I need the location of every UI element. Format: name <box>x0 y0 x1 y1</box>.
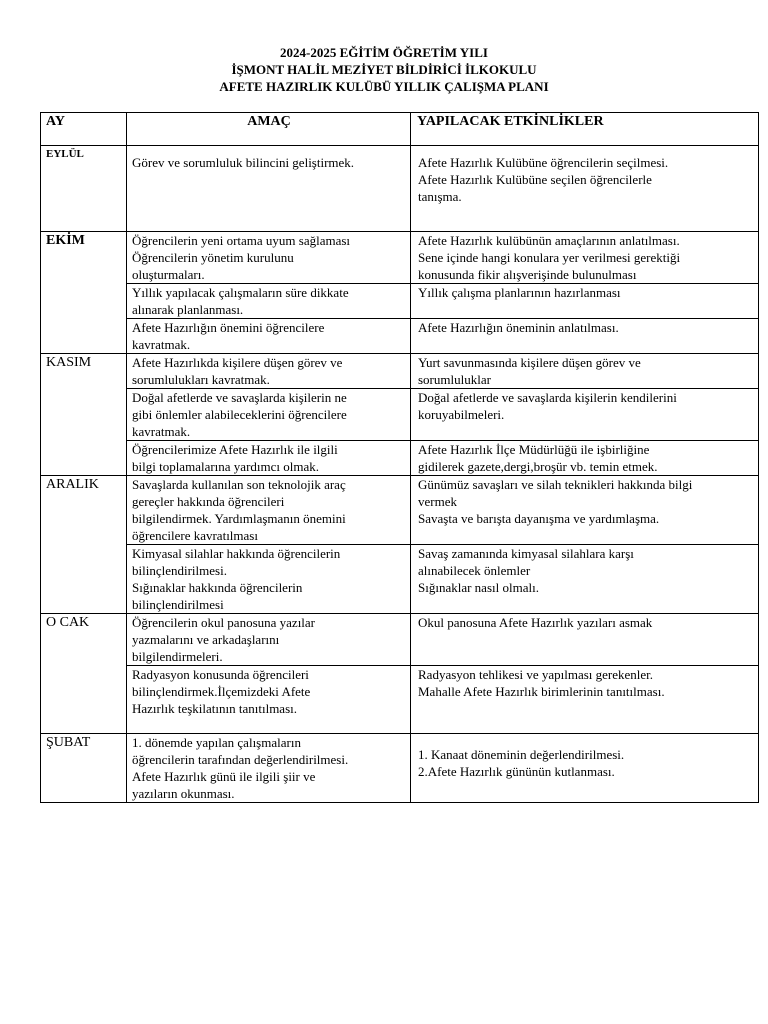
table-row <box>41 232 759 284</box>
activity-line: konusunda fikir alışverişinde bulunulması <box>418 267 637 282</box>
table-header-row <box>41 113 759 146</box>
activity-line: Sene içinde hangi konulara yer verilmesi gerektiği <box>418 250 681 265</box>
activity-line: 2.Afete Hazırlık gününün kutlanması. <box>418 764 615 779</box>
activity-line: Afete Hazırlık Kulübüne seçilen öğrencilerle <box>418 172 652 187</box>
month-cell: KASIM <box>41 354 127 476</box>
activity-line: Sığınaklar nasıl olmalı. <box>418 580 539 595</box>
goal-line: kavratmak. <box>132 424 191 439</box>
activity-cell <box>411 319 759 354</box>
activity-line: Savaş zamanında kimyasal silahlara karşı <box>418 546 634 561</box>
activity-cell <box>411 232 759 284</box>
activity-line: Afete Hazırlık Kulübüne öğrencilerin seçilmesi. <box>418 155 669 170</box>
goal-line: Kimyasal silahlar hakkında öğrencilerin <box>132 546 341 561</box>
activity-cell <box>411 666 759 734</box>
goal-line: bilinçlendirmek.İlçemizdeki Afete <box>132 684 311 699</box>
goal-line: Öğrencilerin yeni ortama uyum sağlaması <box>132 233 351 248</box>
goal-line: bilgilendirmek. Yardımlaşmanın önemini <box>132 511 346 526</box>
goal-line: Afete Hazırlık günü ile ilgili şiir ve <box>132 769 316 784</box>
goal-line: Doğal afetlerde ve savaşlarda kişilerin ne <box>132 390 347 405</box>
activity-cell <box>411 389 759 441</box>
goal-cell <box>127 284 411 319</box>
activity-line: vermek <box>418 494 457 509</box>
table-row <box>41 734 759 803</box>
column-header-goal: AMAÇ <box>127 113 411 146</box>
goal-line: oluşturmaları. <box>132 267 205 282</box>
activity-line: Savaşta ve barışta dayanışma ve yardımlaşma. <box>418 511 660 526</box>
goal-cell <box>127 545 411 614</box>
goal-cell <box>127 476 411 545</box>
table-row <box>41 545 759 614</box>
goal-line: bilgilendirmeleri. <box>132 649 223 664</box>
activity-line: Yurt savunmasında kişilere düşen görev ve <box>418 355 641 370</box>
activity-line: sorumluluklar <box>418 372 491 387</box>
month-cell: EKİM <box>41 232 127 354</box>
goal-cell <box>127 666 411 734</box>
goal-line: Öğrencilerimize Afete Hazırlık ile ilgili <box>132 442 338 457</box>
goal-cell <box>127 146 411 232</box>
goal-line: Öğrencilerin yönetim kurulunu <box>132 250 294 265</box>
activity-line: Afete Hazırlığın öneminin anlatılması. <box>418 320 619 335</box>
goal-line: öğrencilere kavratılması <box>132 528 258 543</box>
goal-cell <box>127 232 411 284</box>
goal-line: bilinçlendirilmesi. <box>132 563 227 578</box>
plan-title: AFETE HAZIRLIK KULÜBÜ YILLIK ÇALIŞMA PLANI <box>219 79 549 94</box>
document-header <box>0 44 768 95</box>
activity-line: Doğal afetlerde ve savaşlarda kişilerin kendilerini <box>418 390 677 405</box>
goal-line: Savaşlarda kullanılan son teknolojik araç <box>132 477 346 492</box>
table-row <box>41 476 759 545</box>
goal-cell <box>127 614 411 666</box>
activity-line: 1. Kanaat döneminin değerlendirilmesi. <box>418 747 625 762</box>
month-cell: EYLÜL <box>41 146 127 232</box>
goal-line: bilgi toplamalarına yardımcı olmak. <box>132 459 320 474</box>
activity-line: Radyasyon tehlikesi ve yapılması gerekenler. <box>418 667 654 682</box>
activity-line: gidilerek gazete,dergi,broşür vb. temin etmek. <box>418 459 658 474</box>
goal-line: kavratmak. <box>132 337 191 352</box>
goal-line: Afete Hazırlıkda kişilere düşen görev ve <box>132 355 343 370</box>
goal-line: gereçler hakkında öğrencileri <box>132 494 285 509</box>
table-row <box>41 146 759 232</box>
activity-cell <box>411 146 759 232</box>
activity-cell <box>411 614 759 666</box>
goal-line: Hazırlık teşkilatının tanıtılması. <box>132 701 297 716</box>
activity-line: Yıllık çalışma planlarının hazırlanması <box>418 285 621 300</box>
month-cell: ARALIK <box>41 476 127 614</box>
activity-cell <box>411 354 759 389</box>
goal-line: 1. dönemde yapılan çalışmaların <box>132 735 301 750</box>
activity-cell <box>411 441 759 476</box>
column-header-month: AY <box>41 113 127 146</box>
activity-line: Günümüz savaşları ve silah teknikleri hakkında bilgi <box>418 477 693 492</box>
activity-line: Afete Hazırlık İlçe Müdürlüğü ile işbirliğine <box>418 442 650 457</box>
activity-line: Afete Hazırlık kulübünün amaçlarının anlatılması. <box>418 233 680 248</box>
goal-cell <box>127 389 411 441</box>
column-header-activities: YAPILACAK ETKİNLİKLER <box>411 113 759 146</box>
goal-line: gibi önlemler alabileceklerini öğrencilere <box>132 407 347 422</box>
goal-line: öğrencilerin tarafından değerlendirilmesi. <box>132 752 349 767</box>
month-cell: O CAK <box>41 614 127 734</box>
table-row <box>41 441 759 476</box>
school-name-title: İŞMONT HALİL MEZİYET BİLDİRİCİ İLKOKULU <box>231 62 537 77</box>
activity-cell <box>411 476 759 545</box>
goal-line: alınarak planlanması. <box>132 302 244 317</box>
table-row <box>41 389 759 441</box>
activity-line: alınabilecek önlemler <box>418 563 531 578</box>
table-row <box>41 666 759 734</box>
table-row <box>41 354 759 389</box>
goal-line: sorumlulukları kavratmak. <box>132 372 270 387</box>
goal-line: Sığınaklar hakkında öğrencilerin <box>132 580 303 595</box>
goal-line: Yıllık yapılacak çalışmaların süre dikkate <box>132 285 349 300</box>
school-year-title: 2024-2025 EĞİTİM ÖĞRETİM YILI <box>280 45 488 60</box>
activity-cell <box>411 734 759 803</box>
goal-cell <box>127 441 411 476</box>
activity-cell <box>411 545 759 614</box>
goal-line: bilinçlendirilmesi <box>132 597 224 612</box>
activity-line: tanışma. <box>418 189 462 204</box>
goal-cell <box>127 734 411 803</box>
table-row <box>41 284 759 319</box>
goal-line: Radyasyon konusunda öğrencileri <box>132 667 309 682</box>
table-row <box>41 319 759 354</box>
goal-line: Afete Hazırlığın önemini öğrencilere <box>132 320 325 335</box>
goal-line: yazmalarını ve arkadaşlarını <box>132 632 280 647</box>
annual-plan-table <box>40 112 759 803</box>
activity-cell <box>411 284 759 319</box>
activity-line: koruyabilmeleri. <box>418 407 505 422</box>
goal-cell <box>127 354 411 389</box>
goal-line: Öğrencilerin okul panosuna yazılar <box>132 615 316 630</box>
month-cell: ŞUBAT <box>41 734 127 803</box>
goal-cell <box>127 319 411 354</box>
goal-line: Görev ve sorumluluk bilincini geliştirmek. <box>132 155 355 170</box>
activity-line: Mahalle Afete Hazırlık birimlerinin tanıtılması. <box>418 684 665 699</box>
activity-line: Okul panosuna Afete Hazırlık yazıları asmak <box>418 615 653 630</box>
table-row <box>41 614 759 666</box>
goal-line: yazıların okunması. <box>132 786 235 801</box>
